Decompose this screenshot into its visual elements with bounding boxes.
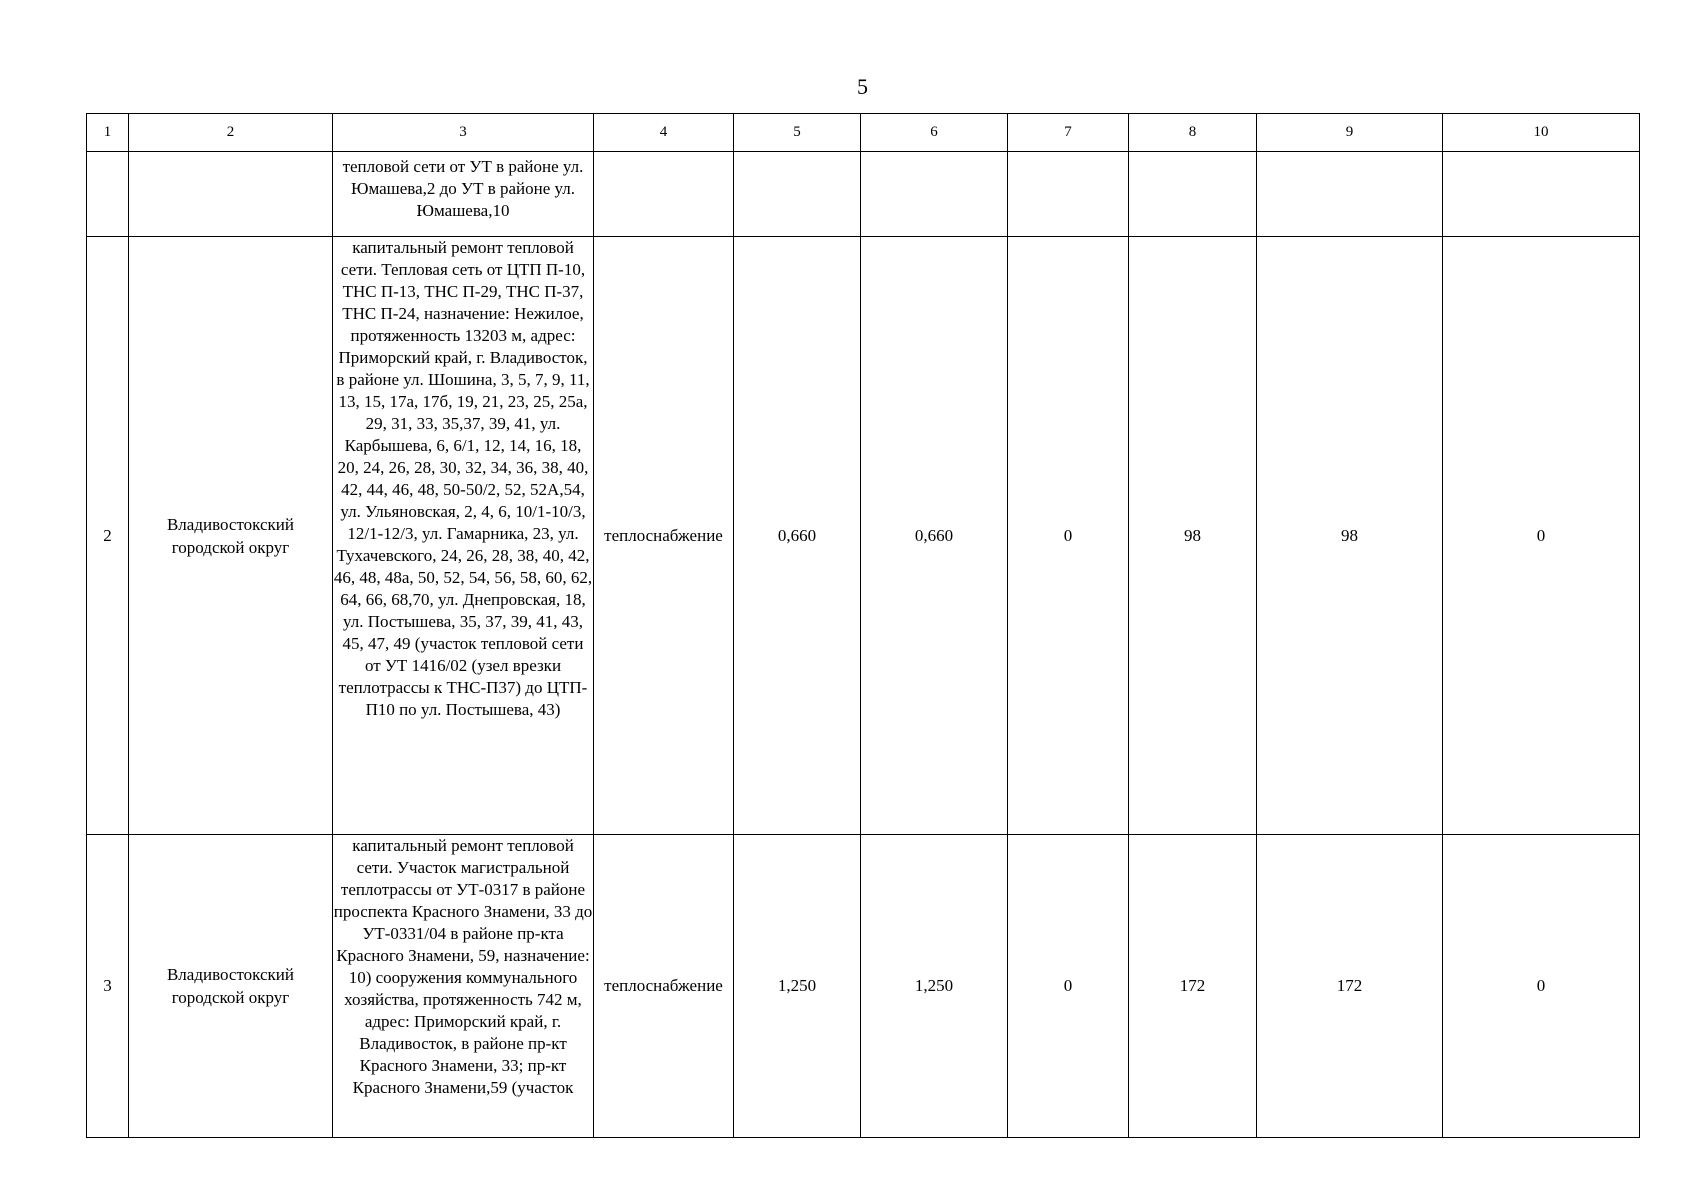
cell-col6: 1,250: [861, 835, 1008, 1138]
cell-col7: 0: [1008, 237, 1129, 835]
column-header: 9: [1257, 114, 1443, 152]
cell-description: капитальный ремонт тепловой сети. Тепловая сеть от ЦТП П-10, ТНС П-13, ТНС П-29, ТНС П-37, ТНС П-24, назначение: Нежилое, протяженность 13203 м, адрес: Приморский край, г. Владивосток, в районе ул. Шошина, 3, 5, 7, 9, 11, 13, 15, 17а, 17б, 19, 21, 23, 25, 25а, 29, 31, 33, 35,37, 39, 41, ул. Карбышева, 6, 6/1, 12, 14, 16, 18, 20, 24, 26, 28, 30, 32, 34, 36, 38, 40, 42, 44, 46, 48, 50-50/2, 52, 52А,54, ул. Ульяновская, 2, 4, 6, 10/1-10/3, 12/1-12/3, ул. Гамарника, 23, ул. Тухачевского, 24, 26, 28, 38, 40, 42, 46, 48, 48а, 50, 52, 54, 56, 58, 60, 62, 64, 66, 68,70, ул. Днепровская, 18, ул. Постышева, 35, 37, 39, 41, 43, 45, 47, 49 (участок тепловой сети от УТ 1416/02 (узел врезки теплотрассы к ТНС-П37) до ЦТП-П10 по ул. Постышева, 43): [333, 237, 594, 835]
cell-col10: 0: [1443, 237, 1640, 835]
column-header: 5: [734, 114, 861, 152]
cell-col6: 0,660: [861, 237, 1008, 835]
cell-municipality: Владивостокский городской округ: [129, 237, 333, 835]
cell-col10: [1443, 152, 1640, 237]
cell-col7: 0: [1008, 835, 1129, 1138]
column-header: 6: [861, 114, 1008, 152]
column-header: 8: [1129, 114, 1257, 152]
cell-col5: 1,250: [734, 835, 861, 1138]
cell-number: 2: [87, 237, 129, 835]
cell-col9: 172: [1257, 835, 1443, 1138]
cell-municipality: Владивостокский городской округ: [129, 835, 333, 1138]
cell-col9: [1257, 152, 1443, 237]
cell-col8: 172: [1129, 835, 1257, 1138]
cell-col10: 0: [1443, 835, 1640, 1138]
column-header: 10: [1443, 114, 1640, 152]
cell-description: капитальный ремонт тепловой сети. Участок магистральной теплотрассы от УТ-0317 в районе проспекта Красного Знамени, 33 до УТ-0331/04 в районе пр-кта Красного Знамени, 59, назначение: 10) сооружения коммунального хозяйства, протяженность 742 м, адрес: Приморский край, г. Владивосток, в районе пр-кт Красного Знамени, 33; пр-кт Красного Знамени,59 (участок: [333, 835, 594, 1138]
cell-number: 3: [87, 835, 129, 1138]
page-number: 5: [857, 74, 868, 99]
column-header: 4: [594, 114, 734, 152]
cell-purpose: [594, 152, 734, 237]
table-row: [87, 237, 1640, 835]
header-row: [87, 114, 1640, 152]
data-table: [86, 113, 1640, 1138]
cell-col8: [1129, 152, 1257, 237]
cell-col6: [861, 152, 1008, 237]
column-header: 1: [87, 114, 129, 152]
table-row: [87, 152, 1640, 237]
column-header: 2: [129, 114, 333, 152]
table-row: [87, 835, 1640, 1138]
cell-purpose: теплоснабжение: [594, 237, 734, 835]
cell-number: [87, 152, 129, 237]
column-header: 7: [1008, 114, 1129, 152]
cell-municipality: [129, 152, 333, 237]
cell-col5: 0,660: [734, 237, 861, 835]
column-header: 3: [333, 114, 594, 152]
cell-col9: 98: [1257, 237, 1443, 835]
cell-col7: [1008, 152, 1129, 237]
cell-description: тепловой сети от УТ в районе ул. Юмашева,2 до УТ в районе ул. Юмашева,10: [333, 152, 594, 237]
cell-col5: [734, 152, 861, 237]
cell-purpose: теплоснабжение: [594, 835, 734, 1138]
cell-col8: 98: [1129, 237, 1257, 835]
